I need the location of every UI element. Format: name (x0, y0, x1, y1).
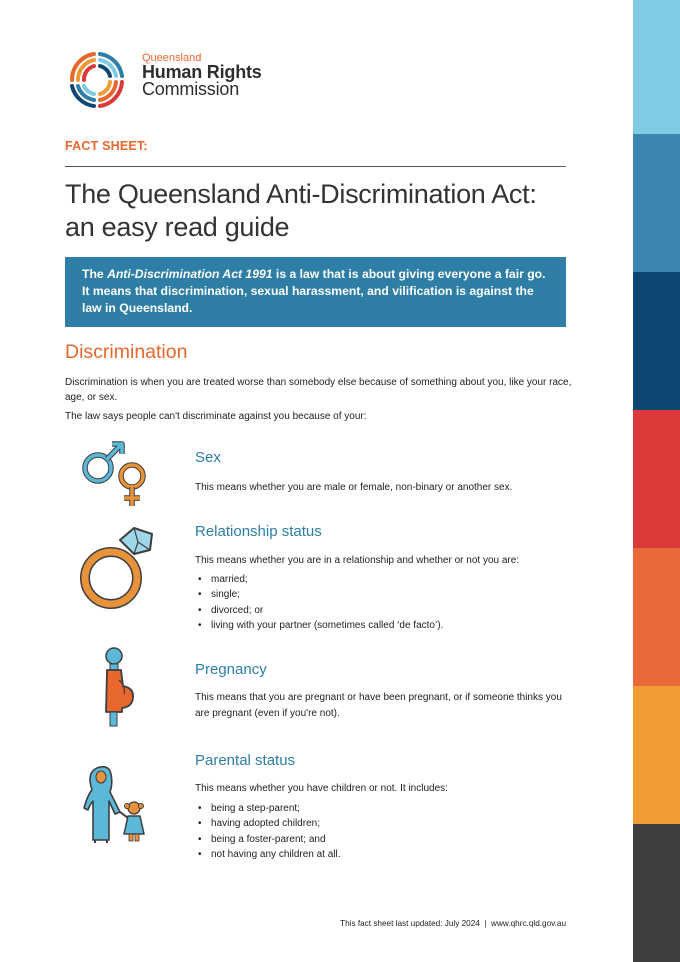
divider (65, 166, 566, 167)
sex-heading: Sex (195, 449, 221, 466)
pregnancy-heading: Pregnancy (195, 661, 267, 678)
list-item: • being a foster-parent; and (195, 832, 341, 847)
paragraph-1: Discrimination is when you are treated worse than somebody else because of something about you, like your race, age, or sex. (65, 377, 572, 403)
gender-symbols-icon (78, 438, 158, 510)
intro-callout (65, 257, 566, 327)
qhrc-logo-mark-icon (64, 46, 130, 114)
list-item: • single; (195, 587, 443, 602)
sex-description: This means whether you are male or female, non-binary or another sex. (195, 482, 513, 493)
footer-text: This fact sheet last updated: July 2024 | www.qhrc.qld.gov.au (340, 919, 566, 928)
paragraph-2: The law says people can't discriminate against you because of your: (65, 411, 367, 422)
intro-lead: The (82, 267, 108, 281)
page-title-line-2: an easy read guide (65, 212, 290, 242)
color-stripe-7 (633, 824, 680, 962)
parental-status-heading: Parental status (195, 752, 296, 769)
color-stripe-3 (633, 272, 680, 410)
qhrc-logo (64, 46, 274, 116)
color-stripe-5 (633, 548, 680, 686)
intro-rest: is a law that is about giving everyone a fair go. It means that discrimination, sexual harassment, and vilification is against the law in Queensland. (82, 267, 546, 315)
list-item: • being a step-parent; (195, 801, 341, 816)
intro-act-name: Anti-Discrimination Act 1991 (107, 267, 273, 281)
relationship-status-list (195, 572, 443, 633)
color-stripe-2 (633, 134, 680, 272)
logo-line-commission: Commission (142, 79, 240, 99)
pregnant-person-icon (100, 646, 140, 728)
color-stripe-6 (633, 686, 680, 824)
page-title (65, 178, 585, 244)
list-item: • married; (195, 572, 443, 587)
relationship-status-description: This means whether you are in a relationship and whether or not you are: (195, 555, 520, 566)
list-item: • divorced; or (195, 603, 443, 618)
color-stripe-1 (633, 0, 680, 134)
list-item: • living with your partner (sometimes called ‘de facto’). (195, 618, 443, 633)
relationship-status-heading: Relationship status (195, 523, 322, 540)
color-stripe-4 (633, 410, 680, 548)
parental-status-description: This means whether you have children or not. It includes: (195, 783, 448, 794)
section-heading: Discrimination (65, 341, 188, 363)
parent-child-icon (82, 764, 162, 844)
page-title-line-1: The Queensland Anti-Discrimination Act: (65, 179, 537, 209)
logo-line-human-rights: Human Rights (142, 62, 262, 82)
pregnancy-description: This means that you are pregnant or have been pregnant, or if someone thinks you are pregnant (even if you're not). (195, 692, 562, 719)
list-item: • having adopted children; (195, 816, 341, 831)
logo-line-queensland: Queensland (142, 52, 202, 64)
parental-status-list (195, 801, 341, 862)
fact-sheet-label: FACT SHEET: (65, 139, 148, 153)
list-item: • not having any children at all. (195, 847, 341, 862)
ring-icon (76, 526, 158, 612)
